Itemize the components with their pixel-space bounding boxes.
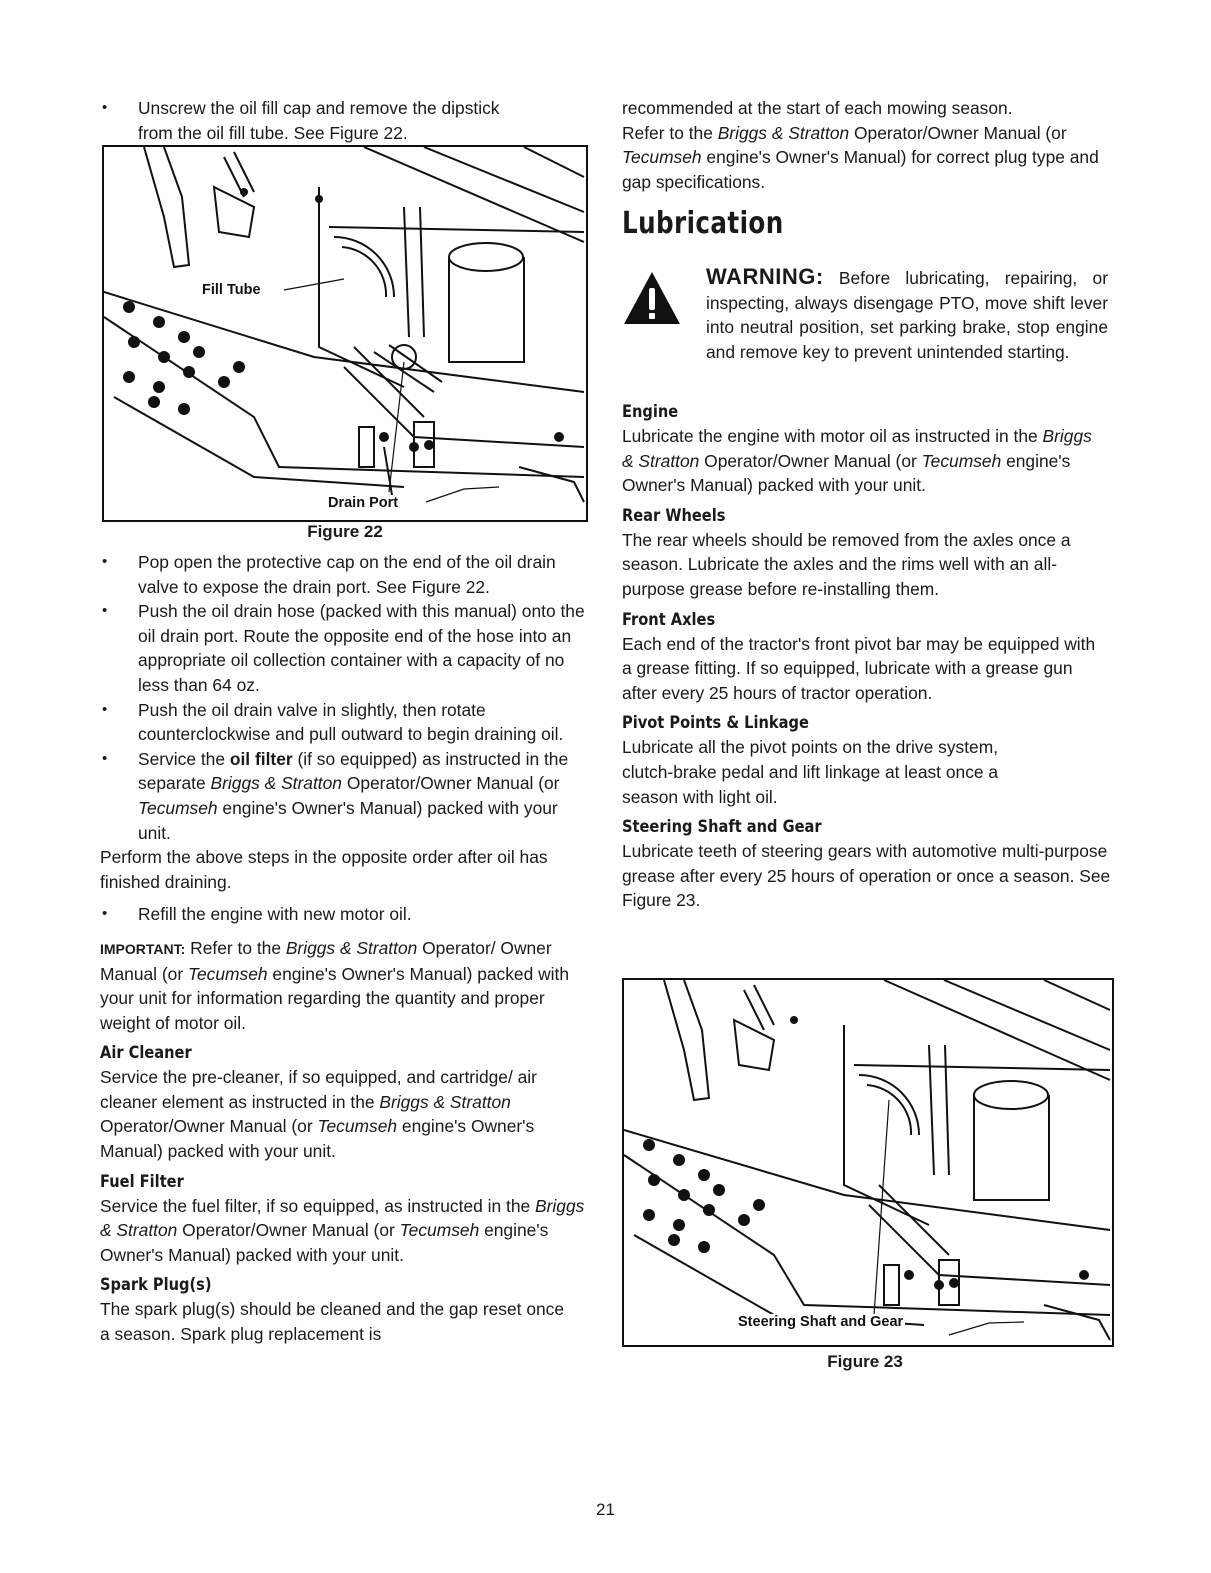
bullet-unscrew: • Unscrew the oil fill cap and remove the dipstick from the oil fill tube. See Figure 22. [100,96,590,145]
steering-shaft-gear-drawing [624,980,1112,1345]
figure-22-illustration [102,145,588,522]
important-paragraph: IMPORTANT: Refer to the Briggs & Stratton Operator/ Owner Manual (or Tecumseh engine's Owner's Manual) packed with your unit for information regarding the quantity and proper weight of motor oil. [100,937,570,1033]
callout-fill-tube: Fill Tube [202,282,261,298]
heading-air-cleaner: Air Cleaner [100,1043,192,1064]
perform-paragraph: Perform the above steps in the opposite order after oil has finished draining. [100,847,548,892]
bullet-pop-open: • Pop open the protective cap on the end of the oil drain valve to expose the drain port. See Figure 22. [100,550,590,599]
figure-23-caption: Figure 23 [827,1352,903,1371]
section-fuel-filter [100,1170,590,1268]
figure-23-illustration [622,978,1114,1347]
bullet-push-hose: • Push the oil drain hose (packed with this manual) onto the oil drain port. Route the opposite end of the hose into an appropriate oil collection container with a capacity of no less than 64 oz. [100,599,590,697]
callout-steering-shaft-gear: Steering Shaft and Gear [738,1314,904,1330]
right-column-lower [622,400,1118,913]
bullet-list-drain [100,550,590,845]
section-front-axles [622,608,1118,706]
heading-lubrication: Lubrication [622,206,784,241]
steering-text: Lubricate teeth of steering gears with automotive multi-purpose grease after every 25 hours of operation or once a season. See Figure 23. [622,841,1111,911]
heading-front-axles: Front Axles [622,609,716,630]
callout-drain-port: Drain Port [328,495,399,511]
section-spark-plugs [100,1273,590,1346]
section-steering [622,815,1118,913]
bullet-refill: • Refill the engine with new motor oil. [100,902,590,927]
bullet-service-filter: • Service the oil filter (if so equipped) as instructed in the separate Briggs & Stratton Operator/Owner Manual (or Tecumseh engine's Owner's Manual) packed with your unit. [100,747,590,845]
bullet-list-top [100,96,590,145]
mower-deck-oil-drain-drawing [104,147,586,520]
section-engine [622,400,1118,498]
spark-plug-continued: recommended at the start of each mowing season. Refer to the Briggs & Stratton Operator/Owner Manual (or Tecumseh engine's Owner's Manual) for correct plug type and gap specifications. [622,98,1099,192]
engine-text: Lubricate the engine with motor oil as instructed in the Briggs & Stratton Operator/Owner Manual (or Tecumseh engine's Owner's Manual) packed with your unit. [622,426,1092,496]
section-air-cleaner [100,1041,590,1163]
section-pivot-points [622,711,1118,809]
front-axles-text: Each end of the tractor's front pivot bar may be equipped with a grease fitting. If so equipped, lubricate with a grease gun after every 25 hours of tractor operation. [622,633,1096,703]
spark-plugs-text: The spark plug(s) should be cleaned and the gap reset once a season. Spark plug replacement is [100,1299,565,1345]
fuel-filter-text: Service the fuel filter, if so equipped, as instructed in the Briggs & Stratton Operator/Owner Manual (or Tecumseh engine's Owner's Manual) packed with your unit. [100,1195,585,1265]
page-number: 21 [596,1500,615,1519]
bullet-list-refill [100,902,590,927]
pivot-points-text: Lubricate all the pivot points on the drive system, clutch-brake pedal and lift linkage at least once a season with light oil. [622,737,999,807]
figure-22-caption: Figure 22 [307,522,383,541]
left-column-lower [100,550,590,1347]
heading-spark-plugs: Spark Plug(s) [100,1275,212,1296]
heading-rear-wheels: Rear Wheels [622,505,726,526]
bullet-push-valve: • Push the oil drain valve in slightly, then rotate counterclockwise and pull outward to begin draining oil. [100,698,590,747]
right-column [622,96,1118,194]
heading-fuel-filter: Fuel Filter [100,1171,184,1192]
heading-engine: Engine [622,402,679,422]
warning-triangle-icon [622,268,682,328]
heading-pivot-points: Pivot Points & Linkage [622,713,809,734]
section-rear-wheels [622,504,1118,602]
rear-wheels-text: The rear wheels should be removed from the axles once a season. Lubricate the axles and the rims well with an all-purpose grease before re-installing them. [622,529,1071,599]
heading-steering: Steering Shaft and Gear [622,817,822,838]
warning-paragraph: WARNING: Before lubricating, repairing, or inspecting, always disengage PTO, move shift lever into neutral position, set parking brake, stop engine and remove key to prevent unintended starting. [706,264,1108,362]
air-cleaner-text: Service the pre-cleaner, if so equipped, and cartridge/ air cleaner element as instructed in the Briggs & Stratton Operator/Owner Manual (or Tecumseh engine's Owner's Manual) packed with your unit. [100,1067,537,1162]
